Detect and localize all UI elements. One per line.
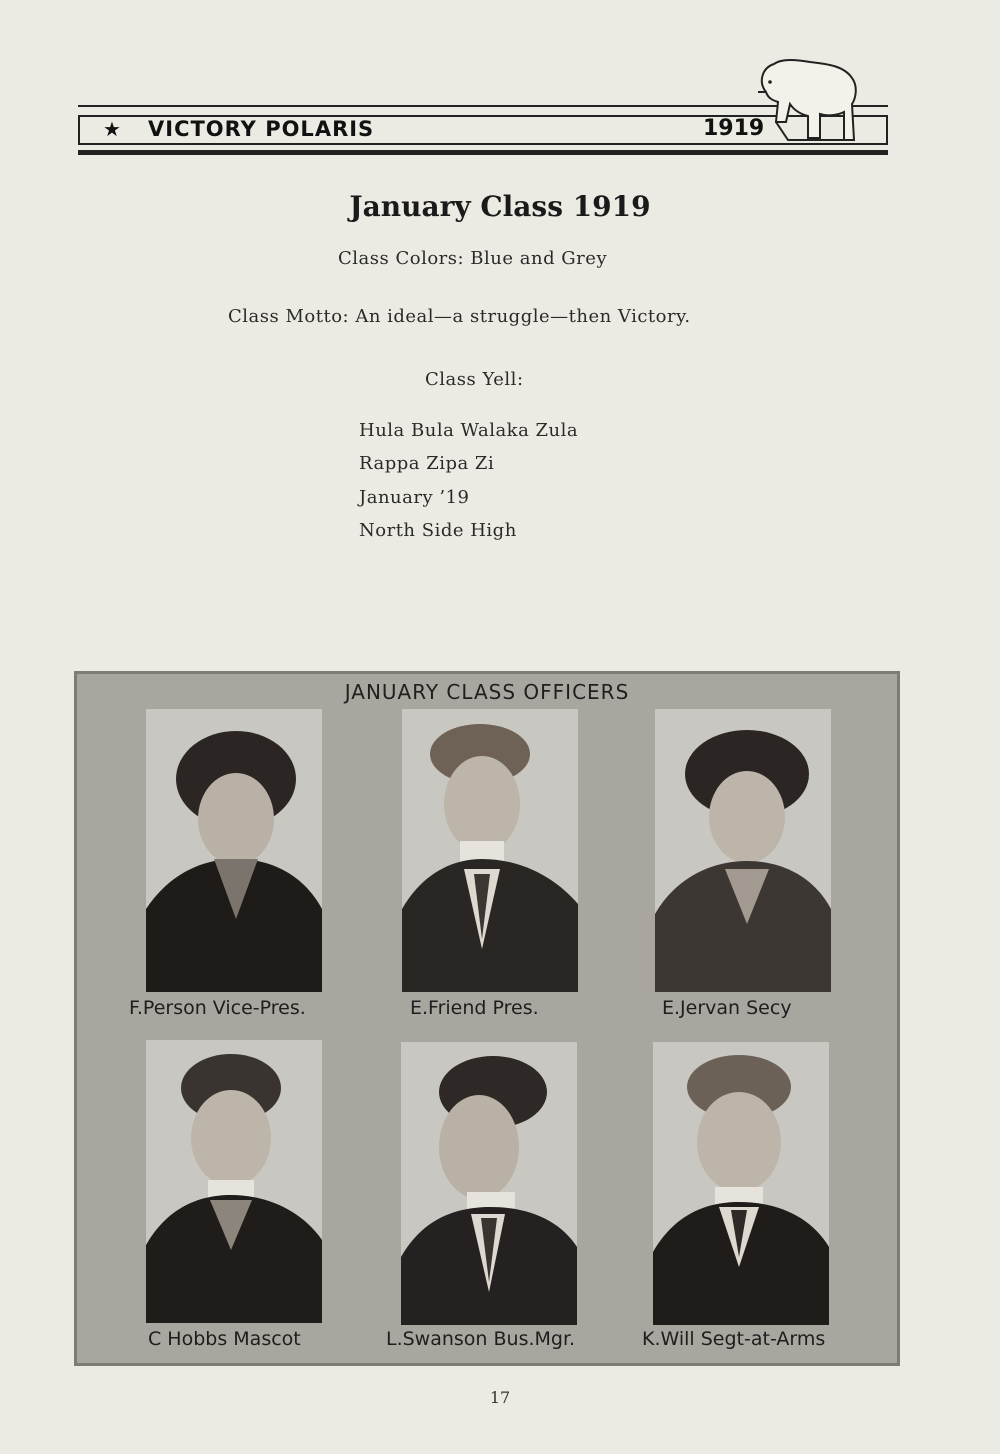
yell-line: Rappa Zipa Zi xyxy=(359,453,495,474)
polar-bear-logo xyxy=(748,52,888,147)
header-year: 1919 xyxy=(703,116,765,141)
officer-portrait xyxy=(146,1040,322,1323)
officer-portrait xyxy=(653,1042,829,1325)
star-icon: ★ xyxy=(103,117,121,141)
officer-caption: E.Friend Pres. xyxy=(410,997,539,1019)
officer-portrait xyxy=(655,709,831,992)
officer-caption: E.Jervan Secy xyxy=(662,997,792,1019)
officer-caption: K.Will Segt-at-Arms xyxy=(642,1328,826,1350)
officer-portrait xyxy=(401,1042,577,1325)
portrait-image xyxy=(401,1042,577,1325)
yell-line: North Side High xyxy=(359,520,517,541)
page-number: 17 xyxy=(489,1388,511,1407)
portrait-image xyxy=(655,709,831,992)
class-colors: Class Colors: Blue and Grey xyxy=(338,248,608,269)
header-rule-bottom xyxy=(78,150,888,155)
class-motto: Class Motto: An ideal—a struggle—then Victory. xyxy=(228,306,691,327)
officer-portrait xyxy=(146,709,322,992)
header-title: VICTORY POLARIS xyxy=(148,117,375,141)
portrait-image xyxy=(146,709,322,992)
class-yell-label: Class Yell: xyxy=(425,369,524,390)
officer-caption: F.Person Vice-Pres. xyxy=(129,997,306,1019)
page-title: January Class 1919 xyxy=(349,190,651,223)
yell-line: January ’19 xyxy=(359,487,470,508)
officers-title: JANUARY CLASS OFFICERS xyxy=(344,680,630,704)
officer-portrait xyxy=(402,709,578,992)
officer-caption: C Hobbs Mascot xyxy=(148,1328,301,1350)
yell-line: Hula Bula Walaka Zula xyxy=(359,420,579,441)
portrait-image xyxy=(653,1042,829,1325)
portrait-image xyxy=(146,1040,322,1323)
portrait-image xyxy=(402,709,578,992)
officer-caption: L.Swanson Bus.Mgr. xyxy=(386,1328,576,1350)
